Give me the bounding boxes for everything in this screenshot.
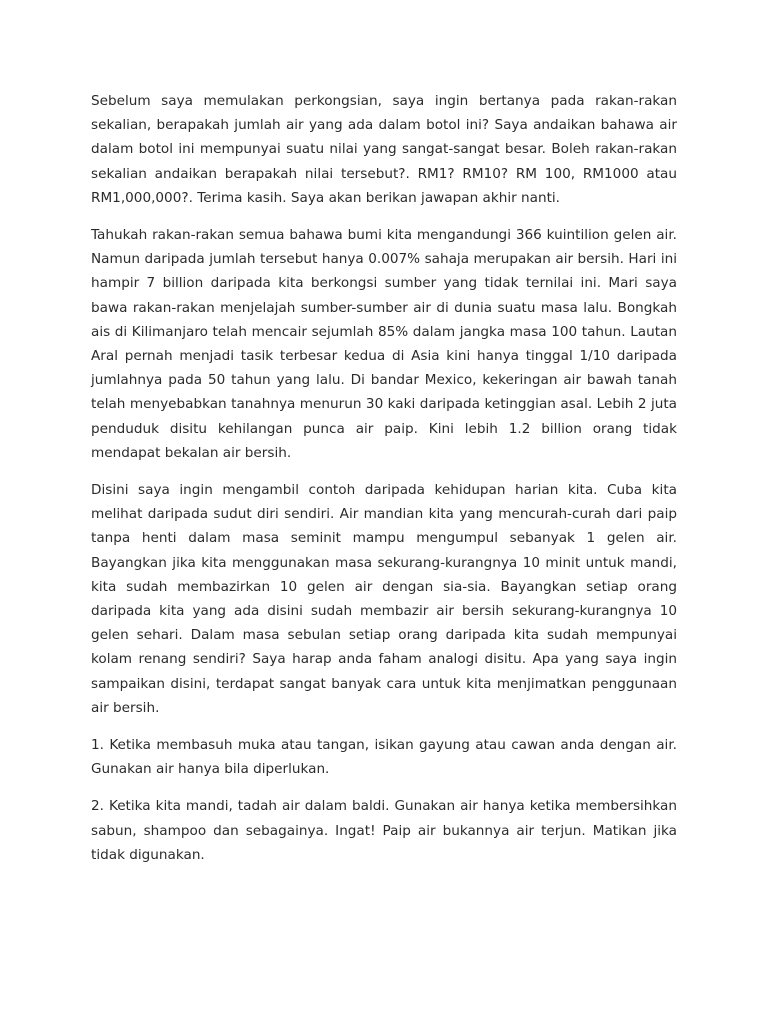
paragraph-world-water: Tahukah rakan-rakan semua bahawa bumi kita mengandungi 366 kuintilion gelen air. Namun daripada jumlah tersebut hanya 0.007% sahaja merupakan air bersih. Hari ini hampir 7 billion daripada kita berkongsi sumber yang tidak ternilai ini. Mari saya bawa rakan-rakan menjelajah sumber-sumber air di dunia suatu masa lalu. Bongkah ais di Kilimanjaro telah mencair sejumlah 85% dalam jangka masa 100 tahun. Lautan Aral pernah menjadi tasik terbesar kedua di Asia kini hanya tinggal 1/10 daripada jumlahnya pada 50 tahun yang lalu. Di bandar Mexico, kekeringan air bawah tanah telah menyebabkan tanahnya menurun 30 kaki daripada ketinggian asal. Lebih 2 juta penduduk disitu kehilangan punca air paip. Kini lebih 1.2 billion orang tidak mendapat bekalan air bersih. [91, 227, 677, 461]
paragraph-intro: Sebelum saya memulakan perkongsian, saya ingin bertanya pada rakan-rakan sekalian, berapakah jumlah air yang ada dalam botol ini? Saya andaikan bahawa air dalam botol ini mempunyai suatu nilai yang sangat-sangat besar. Boleh rakan-rakan sekalian andaikan berapakah nilai tersebut?. RM1? RM10? RM 100, RM1000 atau RM1,000,000?. Terima kasih. Saya akan berikan jawapan akhir nanti. [91, 93, 677, 206]
list-item-tip-2: 2. Ketika kita mandi, tadah air dalam baldi. Gunakan air hanya ketika membersihkan sabun, shampoo dan sebagainya. Ingat! Paip air bukannya air terjun. Matikan jika tidak digunakan. [91, 798, 677, 863]
list-item-tip-1: 1. Ketika membasuh muka atau tangan, isikan gayung atau cawan anda dengan air. Gunakan air hanya bila diperlukan. [91, 737, 677, 778]
paragraph-daily-life: Disini saya ingin mengambil contoh daripada kehidupan harian kita. Cuba kita melihat daripada sudut diri sendiri. Air mandian kita yang mencurah-curah dari paip tanpa henti dalam masa seminit mampu mengumpul sebanyak 1 gelen air. Bayangkan jika kita menggunakan masa sekurang-kurangnya 10 minit untuk mandi, kita sudah membazirkan 10 gelen air dengan sia-sia. Bayangkan setiap orang daripada kita yang ada disini sudah membazir air bersih sekurang-kurangnya 10 gelen sehari. Dalam masa sebulan setiap orang daripada kita sudah mempunyai kolam renang sendiri? Saya harap anda faham analogi disitu. Apa yang saya ingin sampaikan disini, terdapat sangat banyak cara untuk kita menjimatkan penggunaan air bersih. [91, 482, 677, 716]
document-body [91, 89, 677, 880]
